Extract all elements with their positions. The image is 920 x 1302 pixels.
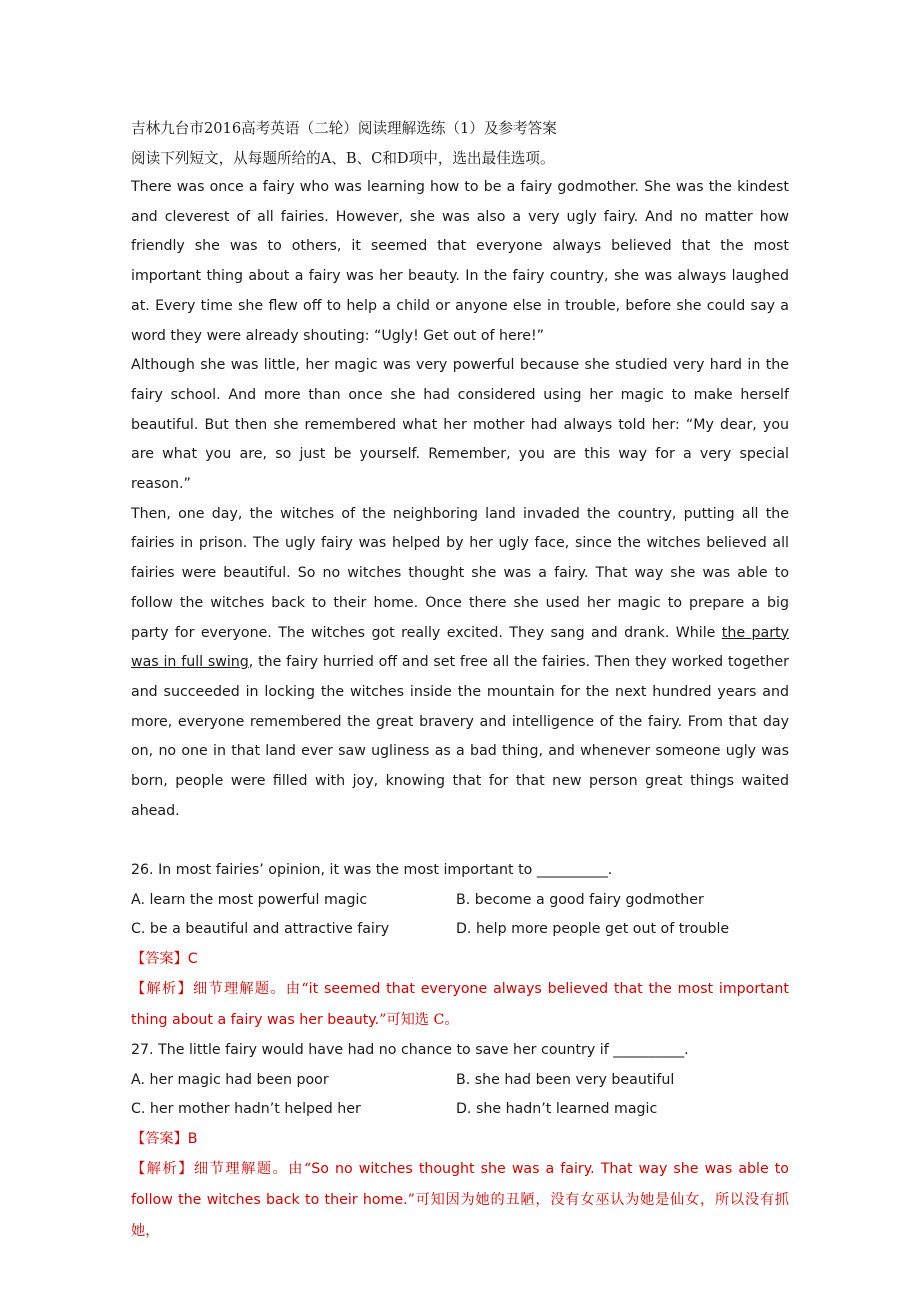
question-27-option-d: D. she hadn’t learned magic bbox=[456, 1101, 658, 1118]
question-26 bbox=[131, 856, 789, 1036]
question-27-option-b: B. she had been very beautiful bbox=[456, 1071, 675, 1088]
question-27-option-a: A. her magic had been poor bbox=[131, 1071, 329, 1088]
question-27-stem: 27. The little fairy would have had no chance to save her country if __________. bbox=[131, 1042, 689, 1059]
document-title: 吉林九台市2016高考英语（二轮）阅读理解选练（1）及参考答案 bbox=[131, 120, 557, 137]
question-27-options bbox=[131, 1066, 789, 1125]
question-27 bbox=[131, 1036, 789, 1247]
question-26-analysis bbox=[131, 974, 789, 1036]
analysis-lead: 细节理解题。由“ bbox=[192, 981, 309, 998]
passage-paragraph-3 bbox=[131, 500, 789, 827]
analysis-tail: ”可知因为她的丑陋，没有女巫认为她是仙女，所以没有抓她， bbox=[131, 1192, 789, 1240]
answer-label: 【答案】 bbox=[131, 950, 188, 967]
passage-paragraph-3-end: , the fairy hurried off and set free all the fairies. Then they worked together and succeeded in locking the witches inside the mountain for the next hundred years and more, everyone remembered the great bravery and intelligence of the fairy. From that day on, no one in that land ever saw ugliness as a bad thing, and whenever someone ugly was born, people were filled with joy, knowing that for that new person great things waited ahead. bbox=[131, 654, 789, 819]
analysis-quote: So no witches thought she was a fairy. That way she was able to follow the witches back to their home. bbox=[131, 1161, 789, 1209]
section-gap bbox=[131, 826, 789, 856]
passage-paragraph-3-start: Then, one day, the witches of the neighboring land invaded the country, putting all the fairies in prison. The ugly fairy was helped by her ugly face, since the witches believed all fairies were beautiful. So no witches thought she was a fairy. That way she was able to follow the witches back to their home. Once there she used her magic to prepare a big party for everyone. The witches got really excited. They sang and drank. While bbox=[131, 505, 789, 641]
analysis-tail: ”可知选 C。 bbox=[379, 1012, 459, 1029]
question-26-option-a: A. learn the most powerful magic bbox=[131, 891, 368, 908]
reading-passage bbox=[131, 173, 789, 826]
passage-paragraph-1: There was once a fairy who was learning how to be a fairy godmother. She was the kindest and cleverest of all fairies. However, she was also a very ugly fairy. And no matter how friendly she was to others, it seemed that everyone always believed that the most important thing about a fairy was her beauty. In the fairy country, she was always laughed at. Every time she flew off to help a child or anyone else in trouble, before she could say a word they were already shouting: “Ugly! Get out of here!” bbox=[131, 179, 789, 344]
document-instruction: 阅读下列短文，从每题所给的A、B、C和D项中，选出最佳选项。 bbox=[131, 149, 555, 167]
question-27-option-c: C. her mother hadn’t helped her bbox=[131, 1101, 361, 1118]
question-26-options bbox=[131, 886, 789, 945]
question-26-stem: 26. In most fairies’ opinion, it was the most important to __________. bbox=[131, 862, 613, 879]
question-27-analysis bbox=[131, 1154, 789, 1247]
document-page bbox=[131, 114, 789, 1247]
analysis-quote: it seemed that everyone always believed that the most important thing about a fairy was her beauty. bbox=[131, 981, 789, 1029]
answer-label: 【答案】 bbox=[131, 1130, 188, 1147]
question-26-option-b: B. become a good fairy godmother bbox=[456, 891, 704, 908]
question-26-option-d: D. help more people get out of trouble bbox=[456, 921, 730, 938]
underlined-phrase: the party was in full swing bbox=[131, 624, 789, 671]
answer-value: B bbox=[187, 1130, 198, 1147]
question-27-answer bbox=[131, 1125, 789, 1155]
answer-value: C bbox=[187, 950, 198, 967]
passage-paragraph-2: Although she was little, her magic was very powerful because she studied very hard in the fairy school. And more than once she had considered using her magic to make herself beautiful. But then she remembered what her mother had always told her: “My dear, you are what you are, so just be yourself. Remember, you are this way for a very special reason.” bbox=[131, 357, 789, 493]
analysis-lead: 细节理解题。由“ bbox=[193, 1161, 312, 1178]
analysis-label: 【解析】 bbox=[131, 1161, 194, 1178]
question-26-answer bbox=[131, 945, 789, 975]
question-26-option-c: C. be a beautiful and attractive fairy bbox=[131, 921, 390, 938]
analysis-label: 【解析】 bbox=[131, 981, 193, 998]
